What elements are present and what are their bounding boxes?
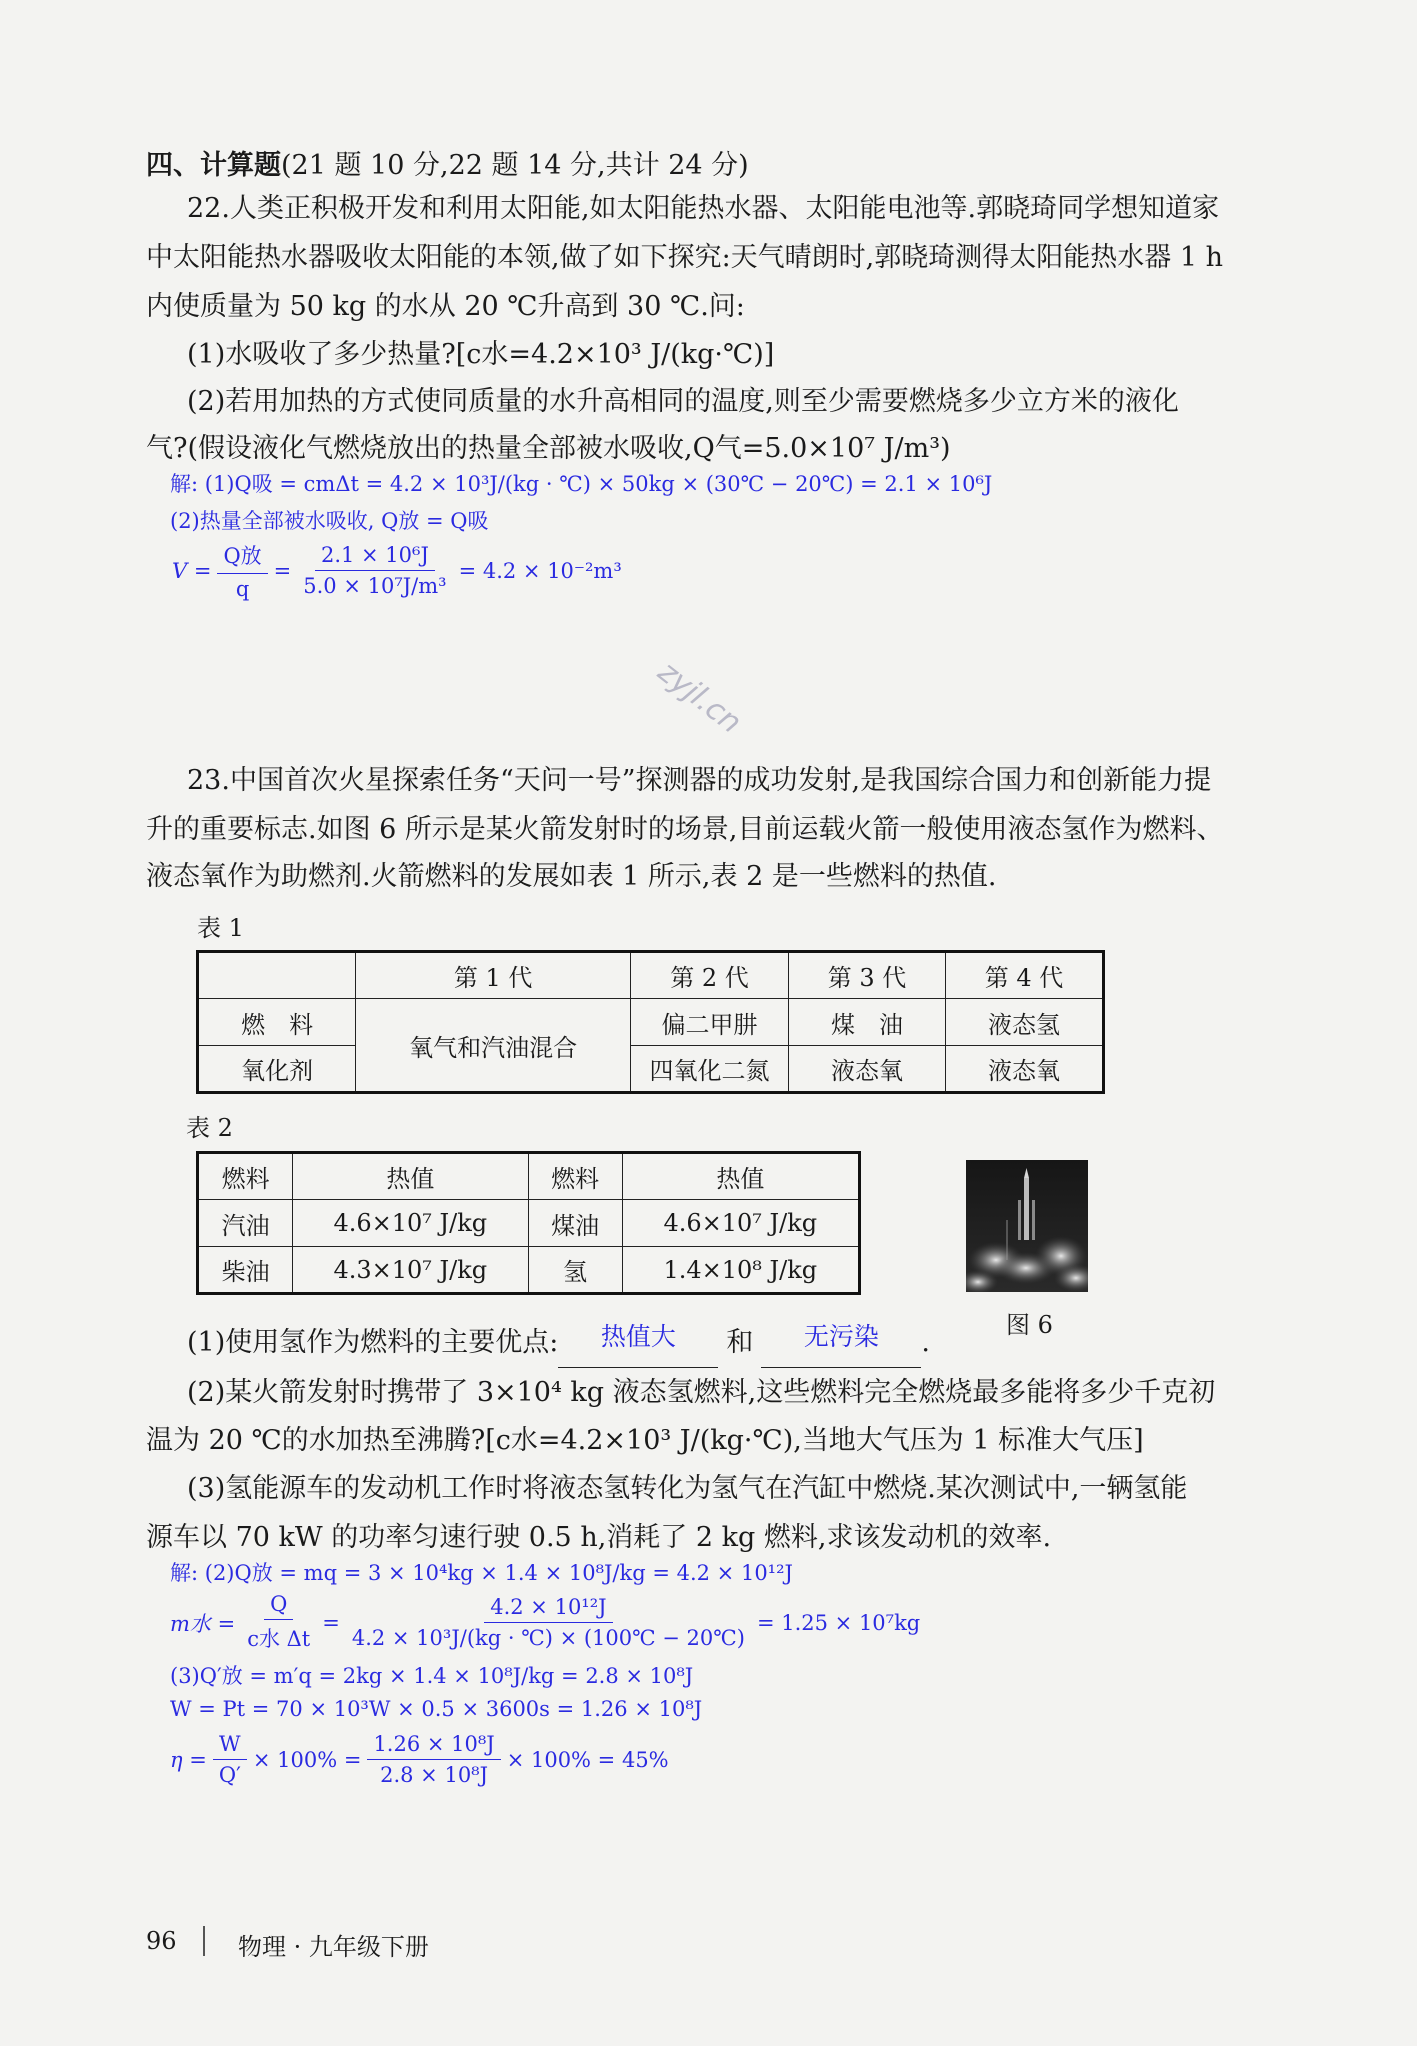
table1-row-oxidizer bbox=[198, 1046, 1104, 1093]
q23-solution-line5 bbox=[170, 1732, 669, 1787]
q23-solution-line2 bbox=[170, 1592, 920, 1653]
table1-cell: 四氧化二氮 bbox=[631, 1046, 789, 1093]
table1-cell: 液态氧 bbox=[788, 1046, 945, 1093]
fraction-numerator: Q bbox=[264, 1592, 293, 1620]
fraction-numerator: 1.26 × 10⁸J bbox=[367, 1732, 500, 1760]
table1-header-cell: 第 4 代 bbox=[946, 952, 1104, 999]
q22-sub2-line1: (2)若用加热的方式使同质量的水升高相同的温度,则至少需要燃烧多少立方米的液化 bbox=[187, 386, 1179, 417]
table1-header-cell bbox=[198, 952, 356, 999]
q22-line1: 22.人类正积极开发和利用太阳能,如太阳能热水器、太阳能电池等.郭晓琦同学想知道家 bbox=[187, 193, 1220, 224]
fraction-numerator: 2.1 × 10⁶J bbox=[315, 543, 435, 571]
table1-header-cell: 第 1 代 bbox=[356, 952, 631, 999]
q22-line2: 中太阳能热水器吸收太阳能的本领,做了如下探究:天气晴朗时,郭晓琦测得太阳能热水器 1 h bbox=[146, 242, 1223, 273]
q23-line3: 液态氧作为助燃剂.火箭燃料的发展如表 1 所示,表 2 是一些燃料的热值. bbox=[146, 861, 997, 892]
fraction-numerator: Q放 bbox=[217, 540, 267, 574]
fraction-denominator: 5.0 × 10⁷J/m³ bbox=[303, 574, 447, 598]
q23-sub2-line2: 温为 20 ℃的水加热至沸腾?[c水=4.2×10³ J/(kg·℃),当地大气压为 1 标准大气压] bbox=[146, 1425, 1144, 1456]
q23-line2: 升的重要标志.如图 6 所示是某火箭发射时的场景,目前运载火箭一般使用液态氢作为燃料、 bbox=[146, 814, 1224, 845]
table2-cell: 4.6×10⁷ J/kg bbox=[293, 1200, 528, 1247]
fraction-denominator: c水 Δt bbox=[247, 1627, 311, 1651]
table2-header-cell: 燃料 bbox=[528, 1153, 622, 1200]
q23-sub3-line1: (3)氢能源车的发动机工作时将液态氢转化为氢气在汽缸中燃烧.某次测试中,一辆氢能 bbox=[187, 1473, 1188, 1504]
book-title: 物理 · 九年级下册 bbox=[238, 1933, 429, 1961]
q23-sub2-line1: (2)某火箭发射时携带了 3×10⁴ kg 液态氢燃料,这些燃料完全燃烧最多能将多少千克初 bbox=[187, 1377, 1216, 1408]
q23-sub1-prefix: (1)使用氢作为燃料的主要优点: bbox=[187, 1327, 559, 1358]
table1 bbox=[196, 950, 1105, 1094]
table1-cell: 液态氧 bbox=[946, 1046, 1104, 1093]
fraction-numerator: 4.2 × 10¹²J bbox=[484, 1595, 612, 1623]
answer-1: 热值大 bbox=[600, 1322, 676, 1351]
table2-header-cell: 燃料 bbox=[198, 1153, 293, 1200]
q23-sub1-end: . bbox=[921, 1327, 930, 1358]
answer-blank-1 bbox=[558, 1319, 718, 1368]
table2-header-cell: 热值 bbox=[622, 1153, 859, 1200]
q22-sub2-line2: 气?(假设液化气燃烧放出的热量全部被水吸收,Q气=5.0×10⁷ J/m³) bbox=[146, 433, 951, 464]
answer-2: 无污染 bbox=[803, 1322, 879, 1351]
q23-solution-line3: (3)Q′放 = m′q = 2kg × 1.4 × 10⁸J/kg = 2.8 × 10⁸J bbox=[170, 1664, 694, 1688]
table2-header-cell: 热值 bbox=[293, 1153, 528, 1200]
q23-sub1 bbox=[187, 1319, 930, 1368]
figure6-caption: 图 6 bbox=[1006, 1311, 1053, 1339]
q23-sol2-fraction1 bbox=[241, 1592, 316, 1653]
table2-cell: 4.6×10⁷ J/kg bbox=[622, 1200, 859, 1247]
footer-divider bbox=[203, 1926, 205, 1956]
table2-cell: 煤油 bbox=[528, 1200, 622, 1247]
table1-cell: 煤 油 bbox=[788, 999, 945, 1046]
table2-header-row bbox=[198, 1153, 860, 1200]
q22-sol3-rhs: = 4.2 × 10⁻²m³ bbox=[458, 558, 622, 583]
q22-solution-line2: (2)热量全部被水吸收, Q放 = Q吸 bbox=[170, 509, 489, 533]
q22-sol3-fraction2 bbox=[297, 543, 452, 598]
q22-sol3-eq: = bbox=[273, 558, 292, 583]
q23-sub3-line2: 源车以 70 kW 的功率匀速行驶 0.5 h,消耗了 2 kg 燃料,求该发动机的效率. bbox=[146, 1522, 1052, 1553]
table1-cell: 偏二甲肼 bbox=[631, 999, 789, 1046]
q23-sol5-mid: × 100% = bbox=[252, 1747, 362, 1772]
table2-cell: 1.4×10⁸ J/kg bbox=[622, 1247, 859, 1294]
table1-header-cell: 第 2 代 bbox=[631, 952, 789, 999]
table1-header-cell: 第 3 代 bbox=[788, 952, 945, 999]
table2-cell: 柴油 bbox=[198, 1247, 293, 1294]
section-heading bbox=[146, 143, 749, 182]
fraction-numerator: W bbox=[213, 1732, 247, 1760]
table2-caption: 表 2 bbox=[186, 1114, 233, 1142]
fraction-denominator: 4.2 × 10³J/(kg · ℃) × (100℃ − 20℃) bbox=[351, 1626, 745, 1650]
q22-sol3-lhs: V = bbox=[172, 558, 212, 583]
table2-cell: 氢 bbox=[528, 1247, 622, 1294]
rocket-launch-image bbox=[966, 1160, 1088, 1292]
table1-row-label: 燃 料 bbox=[198, 999, 356, 1046]
table-row bbox=[198, 1247, 860, 1294]
q22-line3: 内使质量为 50 kg 的水从 20 ℃升高到 30 ℃.问: bbox=[146, 291, 745, 322]
q23-sol5-lhs: η = bbox=[170, 1747, 207, 1772]
table1-cell: 液态氢 bbox=[946, 999, 1104, 1046]
answer-blank-2 bbox=[761, 1319, 921, 1368]
fraction-denominator: Q′ bbox=[218, 1763, 241, 1787]
q23-sol5-rhs: × 100% = 45% bbox=[506, 1747, 669, 1772]
table1-row-fuel bbox=[198, 999, 1104, 1046]
table-row bbox=[198, 1200, 860, 1247]
q23-solution-line4: W = Pt = 70 × 10³W × 0.5 × 3600s = 1.26 × 10⁸J bbox=[170, 1697, 703, 1721]
q22-sub1-text: (1)水吸收了多少热量? bbox=[187, 339, 456, 370]
table1-caption: 表 1 bbox=[197, 914, 244, 942]
fraction-denominator: 2.8 × 10⁸J bbox=[380, 1763, 489, 1787]
fraction-denominator: q bbox=[235, 577, 250, 601]
rocket-launch-photo bbox=[966, 1160, 1088, 1292]
q22-sol3-fraction1 bbox=[217, 540, 267, 601]
section-title: 四、计算题 bbox=[146, 150, 281, 181]
q22-solution-line1: 解: (1)Q吸 = cmΔt = 4.2 × 10³J/(kg · ℃) × 50kg × (30℃ − 20℃) = 2.1 × 10⁶J bbox=[170, 472, 993, 496]
table2-cell: 4.3×10⁷ J/kg bbox=[293, 1247, 528, 1294]
table1-row-label: 氧化剂 bbox=[198, 1046, 356, 1093]
watermark: zyjl.cn bbox=[651, 654, 748, 741]
q23-sol2-fraction2 bbox=[346, 1595, 751, 1650]
q22-solution-line3 bbox=[172, 540, 622, 601]
q23-solution-line1: 解: (2)Q放 = mq = 3 × 10⁴kg × 1.4 × 10⁸J/kg = 4.2 × 10¹²J bbox=[170, 1561, 793, 1585]
q23-sol5-fraction2 bbox=[367, 1732, 500, 1787]
q23-sol2-eq: = bbox=[322, 1610, 340, 1635]
q23-sol5-fraction1 bbox=[213, 1732, 247, 1787]
q23-sol2-rhs: = 1.25 × 10⁷kg bbox=[756, 1610, 921, 1635]
q22-sub1-formula: [c水=4.2×10³ J/(kg·℃)] bbox=[455, 339, 775, 370]
section-points: (21 题 10 分,22 题 14 分,共计 24 分) bbox=[281, 150, 749, 181]
q23-line1: 23.中国首次火星探索任务“天问一号”探测器的成功发射,是我国综合国力和创新能力提 bbox=[187, 765, 1212, 796]
q23-sub1-and: 和 bbox=[726, 1327, 754, 1358]
table2-cell: 汽油 bbox=[198, 1200, 293, 1247]
table1-header-row bbox=[198, 952, 1104, 999]
q22-sub1 bbox=[187, 331, 774, 379]
page-number: 96 bbox=[146, 1927, 177, 1955]
q23-sol2-lhs: m水 = bbox=[170, 1611, 236, 1636]
table2 bbox=[196, 1151, 861, 1295]
table1-gen1-cell: 氧气和汽油混合 bbox=[356, 999, 631, 1093]
